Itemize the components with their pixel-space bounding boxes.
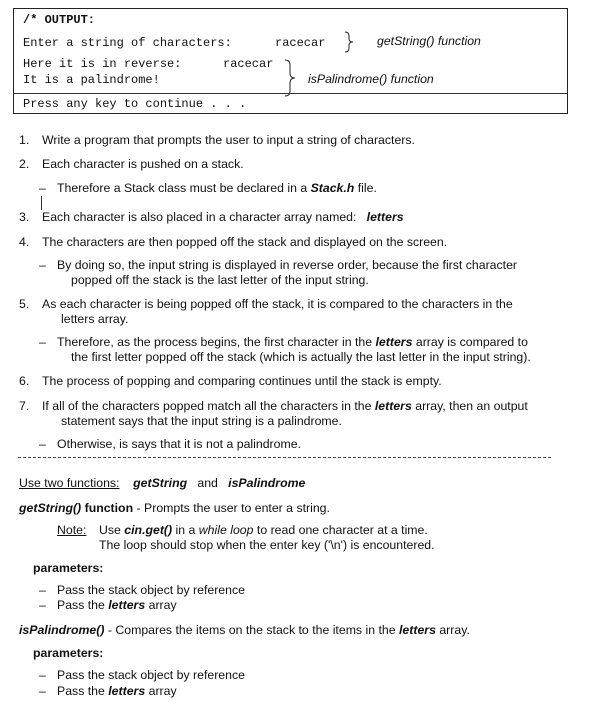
param-stack: Pass the stack object by reference xyxy=(57,668,245,682)
bullet-dash: – xyxy=(39,258,46,272)
step-5-line-2: letters array. xyxy=(61,312,129,326)
step-2: Each character is pushed on a stack. xyxy=(42,157,244,171)
ispalindrome-heading: isPalindrome() - Compares the items on the stack to the items in the letters array. xyxy=(19,623,470,637)
param-stack: Pass the stack object by reference xyxy=(57,583,245,597)
parameters-label: parameters: xyxy=(33,646,104,660)
bullet-dash: – xyxy=(39,437,46,451)
step-7a: Otherwise, is says that it is not a palindrome. xyxy=(57,437,301,451)
parameters-label: parameters: xyxy=(33,561,104,575)
reverse-prompt: Here it is in reverse: xyxy=(23,57,182,71)
step-6-number: 6. xyxy=(19,374,30,388)
bullet-dash: – xyxy=(39,598,46,612)
step-1-number: 1. xyxy=(19,133,30,147)
step-4a-line-2: popped off the stack is the last letter of the input string. xyxy=(71,273,369,287)
brace-icon xyxy=(283,58,299,98)
step-4a-line-1: By doing so, the input string is displayed in reverse order, because the first character xyxy=(57,258,518,272)
step-4: The characters are then popped off the stack and displayed on the screen. xyxy=(42,235,448,249)
brace-icon xyxy=(343,30,357,54)
continue-message: Press any key to continue . . . xyxy=(23,97,247,111)
note-label: Note: xyxy=(57,523,87,537)
note-line-2: The loop should stop when the enter key ('\n') is encountered. xyxy=(99,538,435,552)
param-letters: Pass the letters array xyxy=(57,598,177,612)
bullet-dash: – xyxy=(39,181,46,195)
step-7-line-2: statement says that the input string is a palindrome. xyxy=(61,414,342,428)
step-6: The process of popping and comparing continues until the stack is empty. xyxy=(42,374,442,388)
enter-value: racecar xyxy=(275,36,326,50)
output-header: /* OUTPUT: xyxy=(23,13,96,27)
dashed-divider xyxy=(18,457,551,458)
divider xyxy=(14,93,567,94)
step-5-number: 5. xyxy=(19,297,30,311)
step-2-number: 2. xyxy=(19,157,30,171)
step-5a-line-1: Therefore, as the process begins, the first character in the letters array is compared to xyxy=(57,335,528,349)
getstring-heading: getString() function - Prompts the user to enter a string. xyxy=(19,501,330,515)
palindrome-message: It is a palindrome! xyxy=(23,73,160,87)
note-line-1: Use cin.get() in a while loop to read one character at a time. xyxy=(99,523,428,537)
param-letters: Pass the letters array xyxy=(57,684,177,698)
step-5-line-1: As each character is being popped off the stack, it is compared to the characters in the xyxy=(42,297,513,311)
step-4-number: 4. xyxy=(19,235,30,249)
reverse-value: racecar xyxy=(223,57,274,71)
step-7-line-1: If all of the characters popped match all the characters in the letters array, then an output xyxy=(42,399,528,413)
step-2a: Therefore a Stack class must be declared in a Stack.h file. xyxy=(57,181,377,195)
bullet-dash: – xyxy=(39,668,46,682)
enter-prompt: Enter a string of characters: xyxy=(23,36,232,50)
step-1: Write a program that prompts the user to input a string of characters. xyxy=(42,133,415,147)
step-5a-line-2: the first letter popped off the stack (which is actually the last letter in the input string). xyxy=(71,350,531,364)
step-3: Each character is also placed in a character array named: letters xyxy=(42,210,404,224)
bullet-dash: – xyxy=(39,335,46,349)
use-two-functions: Use two functions: getString and isPalindrome xyxy=(19,476,306,490)
bullet-dash: – xyxy=(39,684,46,698)
bullet-dash: – xyxy=(39,583,46,597)
getstring-label: getString() function xyxy=(377,34,481,48)
step-7-number: 7. xyxy=(19,399,30,413)
text-cursor xyxy=(41,196,42,210)
ispalindrome-label: isPalindrome() function xyxy=(308,72,434,86)
step-3-number: 3. xyxy=(19,210,30,224)
